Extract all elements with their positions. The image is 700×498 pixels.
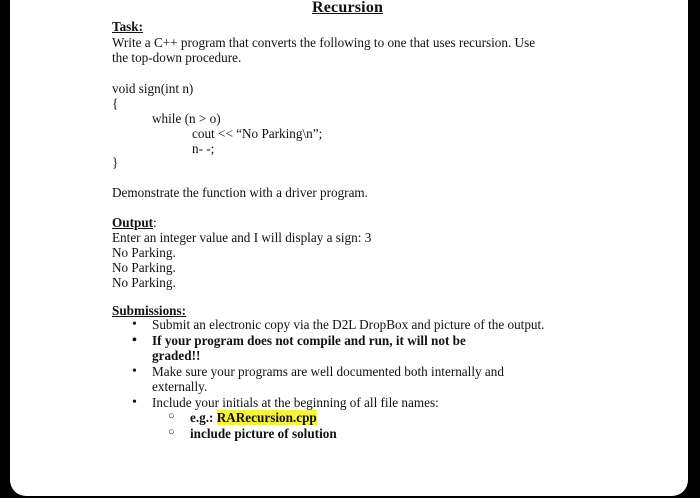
list-item	[112, 333, 592, 364]
code-close-brace: }	[112, 155, 119, 170]
output-heading: Output	[112, 215, 154, 230]
hollow-circle-icon: ○	[168, 410, 175, 422]
submissions-list	[112, 317, 592, 441]
output-prompt: Enter an integer value and I will display a sign:	[112, 230, 362, 245]
bullet-dot-icon: •	[132, 317, 137, 332]
bullet-text-initials: Include your initials at the beginning of all file names:	[152, 394, 439, 410]
task-heading: Task:	[112, 19, 144, 34]
bullet-text-documented-line-1: Make sure your programs are well documented both internally and	[152, 363, 504, 379]
output-line-3: No Parking.	[112, 275, 176, 290]
code-signature: void sign(int n)	[112, 81, 194, 96]
code-decrement-line: n- -;	[192, 141, 215, 156]
bullet-text-compile-line-2: graded!!	[152, 348, 201, 363]
code-while-line: while (n > o)	[152, 111, 221, 126]
list-item	[112, 317, 592, 333]
task-line-1: Write a C++ program that converts the following to one that uses recursion. Use	[112, 35, 536, 50]
example-label: e.g.:	[190, 410, 214, 425]
bullet-text-dropbox: Submit an electronic copy via the D2L DropBox and picture of the output.	[152, 317, 545, 332]
output-line-2: No Parking.	[112, 260, 176, 275]
page-title: Recursion	[312, 0, 384, 16]
example-filename: RARecursion.cpp	[216, 410, 317, 425]
list-item	[112, 395, 592, 442]
list-item	[112, 364, 592, 395]
output-prompt-line	[112, 230, 371, 246]
initials-sub-list	[152, 410, 592, 441]
bullet-dot-icon: •	[132, 363, 137, 379]
output-heading-line	[112, 215, 157, 231]
document-page	[10, 0, 688, 496]
output-heading-colon: :	[153, 215, 157, 230]
bullet-text-compile-line-1: If your program does not compile and run, it will not be	[152, 332, 466, 348]
task-line-2: the top-down procedure.	[112, 50, 242, 65]
output-line-1: No Parking.	[112, 245, 176, 260]
code-open-brace: {	[112, 96, 119, 111]
submissions-heading: Submissions:	[112, 303, 187, 318]
code-cout-line: cout << “No Parking\n”;	[192, 126, 323, 141]
output-input-value: 3	[364, 230, 372, 245]
picture-instruction: include picture of solution	[190, 425, 337, 441]
hollow-circle-icon: ○	[168, 425, 175, 438]
bullet-dot-icon: •	[132, 394, 137, 410]
bullet-text-documented-line-2: externally.	[152, 379, 208, 394]
list-item	[152, 426, 592, 442]
bullet-dot-icon: •	[132, 332, 137, 348]
demonstrate-text: Demonstrate the function with a driver program.	[112, 185, 368, 200]
list-item	[152, 410, 592, 426]
